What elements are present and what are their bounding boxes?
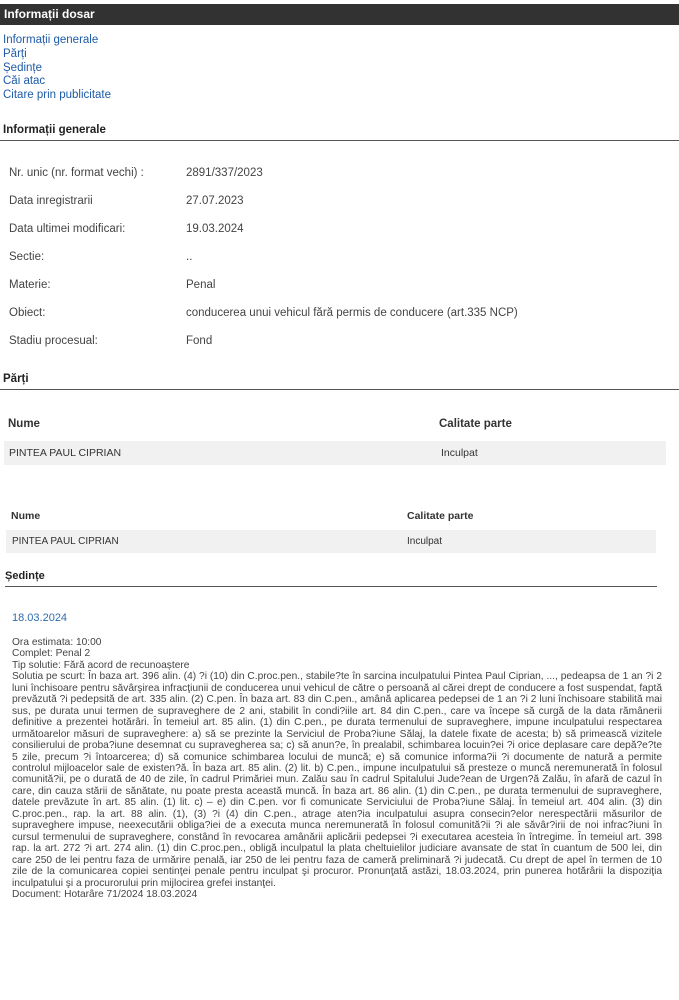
section-heading-informatii-generale: Informații generale	[3, 124, 106, 136]
tip-solutie: Tip solutie: Fără acord de recunoaștere	[12, 659, 190, 671]
info-label: Sectie:	[9, 251, 45, 263]
info-value: 19.03.2024	[186, 223, 244, 235]
sedinta-details	[12, 637, 662, 900]
info-label: Stadiu procesual:	[9, 335, 98, 347]
section-nav	[3, 34, 111, 103]
sedinta-date: 18.03.2024	[12, 612, 68, 624]
solutie-pe-scurt: Solutia pe scurt: În baza art. 396 alin. (4) ?i (10) din C.proc.pen., stabile?te în sarcina inculpatului Pintea Paul Ciprian, ..., pedeapsa de 1 an ?i 2 luni închisoare pentru săvârşirea infracţiunii de conducerea unui vehicul de către o persoană al cărei drept de conducere a fost suspendat, faptă prevăzută ?i pedepsită de art. 335 alin. (2) C.pen. În baza art. 83 din C.pen., amână aplicarea pedepsei de 1 an ?i 2 luni închisoare stabilită mai sus, pe durata unui termen de supraveghere de 2 ani, stabilit în condi?iile art. 84 din C.pen., care va începe să curgă de la data rămânerii definitive a prezentei hotărâri. În temeiul art. 85 alin. (1) din C.pen., pe durata termenului de supraveghere, impune inculpatului respectarea următoarelor măsuri de supraveghere: a) să se prezinte la Serviciul de Proba?iune Sălaj, la datele fixate de acesta; b) să primească vizitele consilierului de proba?iune desemnat cu supravegherea sa; c) să anun?e, în prealabil, schimbarea locuin?ei ?i orice deplasare care depă?e?te 5 zile, precum ?i întoarcerea; d) să comunice schimbarea locului de muncă; e) să comunice informa?ii ?i documente de natură a permite controlul mijloacelor sale de existen?ă. În baza art. 85 alin. (2) lit. b) C.pen., impune inculpatului să presteze o muncă neremunerată în folosul comunită?ii, pe o durată de 40 de zile, în cadrul Primăriei mun. Zalău sau în cadrul Spitalului Jude?ean de Urgen?ă Zalău, în afară de cazul în care, din cauza stării de sănătate, nu poate presta această muncă. În baza art. 86 alin. (1) din C.pen., pe durata termenului de supraveghere, datele prevăzute în art. 85 alin. (1) lit. c) – e) din C.pen. vor fi comunicate Serviciului de Proba?iune Sălaj. În temeiul art. 404 alin. (3) din C.proc.pen., rap. la art. 88 alin. (1), (3) ?i (4) din C.pen., atrage aten?ia inculpatului asupra consecin?elor nerespectării măsurilor de supraveghere impuse, neexecutării obliga?iei de a executa munca neremunerată în folosul comunită?ii ?i ale săvâr?irii de noi infrac?iuni în cursul termenului de supraveghere, constând în revocarea amânării aplicării pedepsei ?i executarea acesteia în întregime. În temeiul art. 398 rap. la art. 272 ?i art. 274 alin. (1) din C.proc.pen., obligă inculpatul la plata cheltuielilor judiciare avansate de stat în cuantum de 500 lei, din care 250 de lei pentru faza de urmărire penală, iar 250 de lei pentru faza de cameră preliminară ?i judecată. Cu drept de apel în termen de 10 zile de la comunicarea copiei sentinţei penale pentru inculpat şi procuror. Pronunţată astăzi, 18.03.2024, prin punerea hotărârii la dispoziţia inculpatului şi a procurorului prin mijlocirea grefei instanţei.	[12, 671, 662, 889]
party-role: Inculpat	[441, 447, 478, 459]
nav-link-cai-atac[interactable]: Căi atac	[3, 75, 46, 88]
table-row	[6, 530, 656, 553]
section-divider	[0, 389, 679, 390]
ora-estimata: Ora estimata: 10:00	[12, 637, 102, 648]
party-name: PINTEA PAUL CIPRIAN	[9, 447, 122, 459]
complet: Complet: Penal 2	[12, 648, 91, 660]
info-value: Penal	[186, 279, 216, 291]
section-divider	[5, 586, 657, 587]
info-value: ..	[186, 251, 193, 263]
info-value: 27.07.2023	[186, 195, 244, 207]
nav-link-parti[interactable]: Părți	[3, 47, 27, 60]
party-name: PINTEA PAUL CIPRIAN	[12, 536, 119, 547]
document-hotarare: Document: Hotarâre 71/2024 18.03.2024	[12, 888, 198, 900]
info-label: Data inregistrarii	[9, 195, 93, 207]
section-heading-parti: Părți	[3, 373, 29, 385]
info-label: Nr. unic (nr. format vechi) :	[9, 167, 144, 179]
info-value: Fond	[186, 335, 213, 347]
section-heading-sedinte: Ședințe	[5, 570, 45, 582]
party-role: Inculpat	[407, 536, 443, 547]
table-header-nume: Nume	[8, 418, 40, 430]
info-value: conducerea unui vehicul fără permis de conducere (art.335 NCP)	[186, 307, 518, 319]
table-header-calitate: Calitate parte	[407, 510, 474, 522]
nav-link-citare-publicitate[interactable]: Citare prin publicitate	[3, 89, 112, 102]
page-title: Informații dosar	[4, 7, 95, 21]
table-row	[4, 441, 666, 465]
dosar-title-bar	[0, 4, 679, 25]
info-label: Materie:	[9, 279, 51, 291]
table-header-nume: Nume	[11, 510, 41, 522]
table-header-calitate: Calitate parte	[439, 418, 512, 430]
section-divider	[0, 140, 679, 141]
nav-link-sedinte[interactable]: Ședințe	[3, 61, 43, 74]
nav-link-informatii-generale[interactable]: Informații generale	[3, 34, 99, 46]
info-value: 2891/337/2023	[186, 167, 263, 179]
info-label: Obiect:	[9, 307, 46, 319]
info-label: Data ultimei modificari:	[9, 223, 126, 235]
